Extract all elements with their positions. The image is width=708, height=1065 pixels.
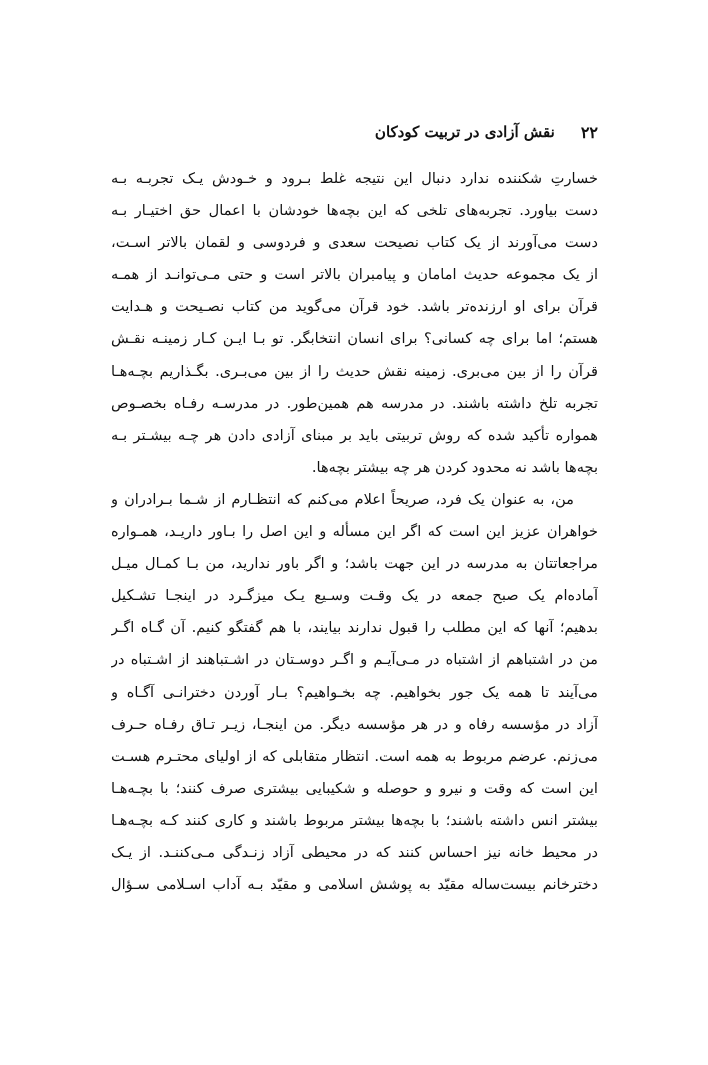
text-line: آزاد در مؤسسه رفاه و در هر مؤسسه دیگر. من اینجـا، زیـر تـاق رفـاه حـرف (111, 715, 598, 733)
text-line: می‌زنم. عرضم مربوط به همه است. انتظار متقابلی که از اولیای محتـرم هسـت (111, 747, 598, 765)
text-line: قرآن برای او ارزنده‌تر باشد. خود قرآن می‌گوید من کتاب نصـیحت و هـدایت (111, 298, 598, 316)
text-line: خواهران عزیز این است که اگر این مسأله و این اصل را بـاور داریـد، همـواره (111, 523, 598, 541)
text-line: دست می‌آورند از یک کتاب نصیحت سعدی و فردوسی و لقمان بالاتر اسـت، (111, 234, 598, 252)
text-line: من در اشتباهم از اشتباه در مـی‌آیـم و اگـر دوسـتان در اشـتباهند از اشـتباه در (111, 651, 598, 669)
text-line: همواره تأکید شده که روش تربیتی باید بر مبنای آزادی دادن هر چـه بیشـتر بـه (111, 426, 598, 444)
page-number: ۲۲ (580, 122, 598, 142)
text-line: بدهیم؛ آنها که این مطلب را قبول ندارند بیایند، با هم گفتگو کنیم. آن گـاه اگـر (111, 619, 598, 637)
text-line: بچه‌ها باشد نه محدود کردن هر چه بیشتر بچه‌ها. (311, 458, 598, 476)
text-line: قرآن را از بین می‌بری. زمینه نقش حدیث را از بین می‌بـری. بگـذاریم بچـه‌هـا (111, 362, 598, 380)
paragraph-2 (111, 484, 598, 901)
running-header (98, 119, 598, 145)
text-line: دست بیاورد. تجربه‌های تلخی که این بچه‌ها خودشان با اعمال حق اختیـار بـه (111, 202, 598, 220)
text-line: دخترخانم بیست‌ساله مقیّد به پوشش اسلامی و مقیّد بـه آداب اسـلامی سـؤال (111, 876, 598, 894)
text-line: در محیط خانه نیز احساس کنند که در محیطی آزاد زنـدگی مـی‌کننـد. از یـک (111, 843, 598, 861)
text-line: مراجعاتتان به مدرسه در این جهت باشد؛ و اگر باور ندارید، من بـا کمـال میـل (111, 555, 598, 573)
body-text (111, 163, 598, 923)
text-line: هستم؛ اما برای چه کسانی؟ برای انسان انتخابگر. تو بـا ایـن کـار زمینـه نقـش (111, 330, 598, 348)
text-line: می‌آیند تا همه یک جور بخواهیم. چه بخـواهیم؟ بـار آوردن دخترانـی آگـاه و (111, 683, 598, 701)
text-line: خسارتِ شکننده ندارد دنبال این نتیجه غلط بـرود و خـودش یـک تجربـه بـه (111, 170, 598, 187)
text-line: این است که وقت و نیرو و حوصله و شکیبایی بیشتری صرف کنند؛ با بچـه‌هـا (111, 779, 598, 797)
text-line: تجربه تلخ داشته باشند. در مدرسه هم همین‌طور. در مدرسـه رفـاه بخصـوص (111, 394, 598, 412)
book-title: نقش آزادی در تربیت کودکان (374, 123, 555, 141)
text-line: بیشتر انس داشته باشند؛ با بچه‌ها بیشتر مربوط باشند و کاری کنند کـه بچـه‌هـا (111, 811, 598, 829)
paragraph-1 (111, 163, 598, 484)
text-line: من، به عنوان یک فرد، صریحاً اعلام می‌کنم که انتظـارم از شـما بـرادران و (111, 490, 574, 508)
text-line: آماده‌ام یک صبح جمعه در یک وقـت وسـیع یـک میزگـرد در اینجـا تشـکیل (111, 587, 598, 605)
text-line: از یک مجموعه حدیث امامان و پیامبران بالاتر است و حتی مـی‌توانـد از همـه (111, 266, 598, 284)
